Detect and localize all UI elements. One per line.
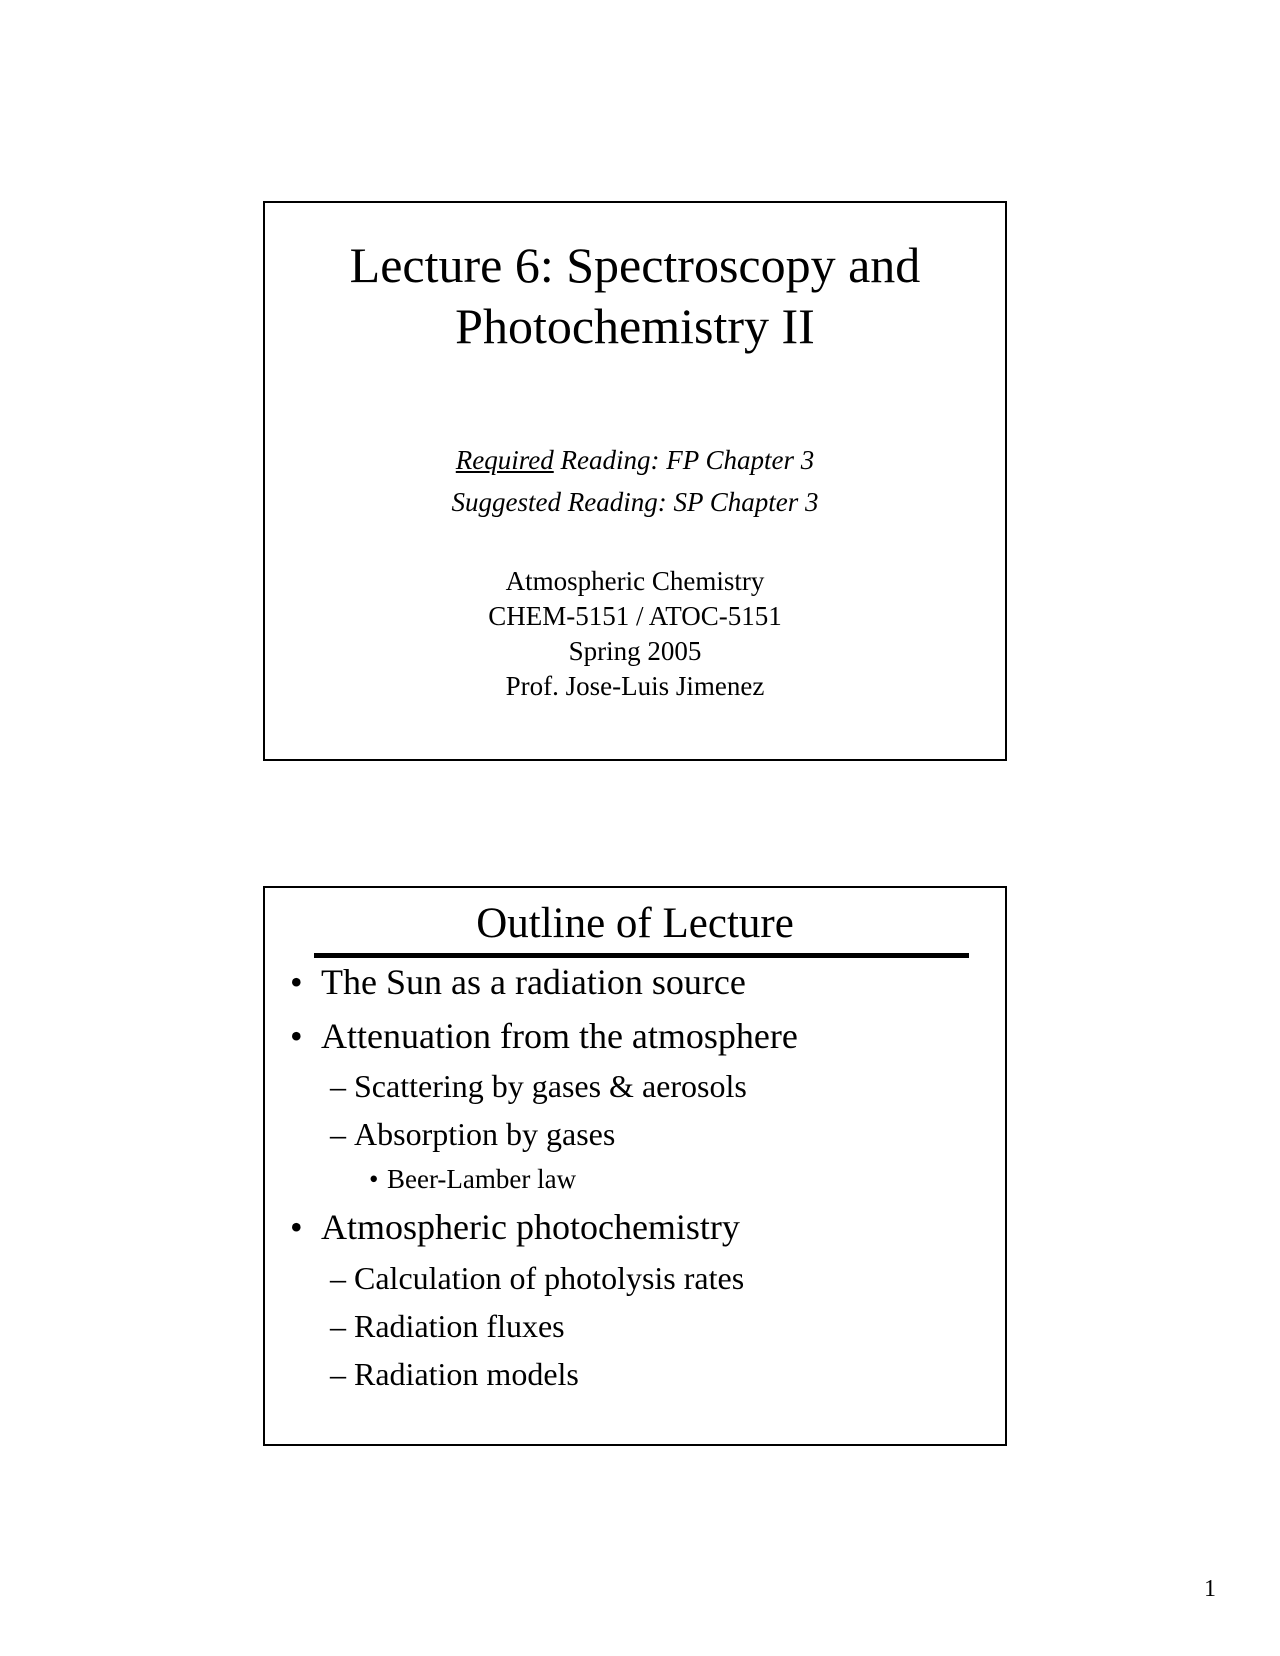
outline-subitem-text: Calculation of photolysis rates bbox=[354, 1260, 745, 1296]
dash-marker: – bbox=[330, 1356, 346, 1392]
bullet-marker: • bbox=[369, 1164, 379, 1194]
outline-item bbox=[290, 1205, 740, 1249]
outline-subitem-text: Radiation fluxes bbox=[354, 1308, 565, 1344]
dash-marker: – bbox=[330, 1116, 346, 1152]
outline-title: Outline of Lecture bbox=[476, 900, 794, 947]
outline-item bbox=[290, 1014, 798, 1058]
suggested-reading: Suggested Reading: SP Chapter 3 bbox=[451, 487, 819, 517]
outline-item-text: The Sun as a radiation source bbox=[321, 962, 746, 1002]
course-instructor: Prof. Jose-Luis Jimenez bbox=[505, 671, 765, 701]
outline-subsubitem bbox=[369, 1162, 576, 1196]
lecture-title-line-2: Photochemistry II bbox=[455, 298, 815, 354]
dash-marker: – bbox=[330, 1260, 346, 1296]
bullet-marker: • bbox=[290, 1207, 303, 1247]
outline-list bbox=[265, 888, 1005, 1444]
course-codes: CHEM-5151 / ATOC-5151 bbox=[488, 601, 782, 631]
outline-slide bbox=[263, 886, 1007, 1446]
outline-subitem bbox=[330, 1066, 747, 1106]
outline-subsubitem-text: Beer-Lamber law bbox=[387, 1164, 577, 1194]
outline-subitem-text: Absorption by gases bbox=[354, 1116, 616, 1152]
course-term: Spring 2005 bbox=[568, 636, 702, 666]
page-number: 1 bbox=[1204, 1576, 1216, 1602]
lecture-title-line-1: Lecture 6: Spectroscopy and bbox=[349, 237, 921, 293]
dash-marker: – bbox=[330, 1308, 346, 1344]
course-info bbox=[265, 564, 1005, 704]
outline-subitem bbox=[330, 1354, 579, 1394]
outline-subitem-text: Scattering by gases & aerosols bbox=[354, 1068, 747, 1104]
required-label: Required bbox=[455, 445, 554, 475]
bullet-marker: • bbox=[290, 1016, 303, 1056]
outline-item bbox=[290, 960, 746, 1004]
course-name: Atmospheric Chemistry bbox=[505, 566, 765, 596]
lecture-title bbox=[265, 235, 1005, 357]
required-reading bbox=[265, 439, 1005, 481]
outline-item-text: Attenuation from the atmosphere bbox=[321, 1016, 798, 1056]
outline-subitem bbox=[330, 1306, 565, 1346]
required-reading-text: Reading: FP Chapter 3 bbox=[553, 445, 815, 475]
outline-subitem-text: Radiation models bbox=[354, 1356, 579, 1392]
outline-subitem bbox=[330, 1114, 615, 1154]
outline-item-text: Atmospheric photochemistry bbox=[321, 1207, 740, 1247]
bullet-marker: • bbox=[290, 962, 303, 1002]
reading-assignments bbox=[265, 439, 1005, 523]
dash-marker: – bbox=[330, 1068, 346, 1104]
outline-subitem bbox=[330, 1258, 744, 1298]
title-slide bbox=[263, 201, 1007, 761]
